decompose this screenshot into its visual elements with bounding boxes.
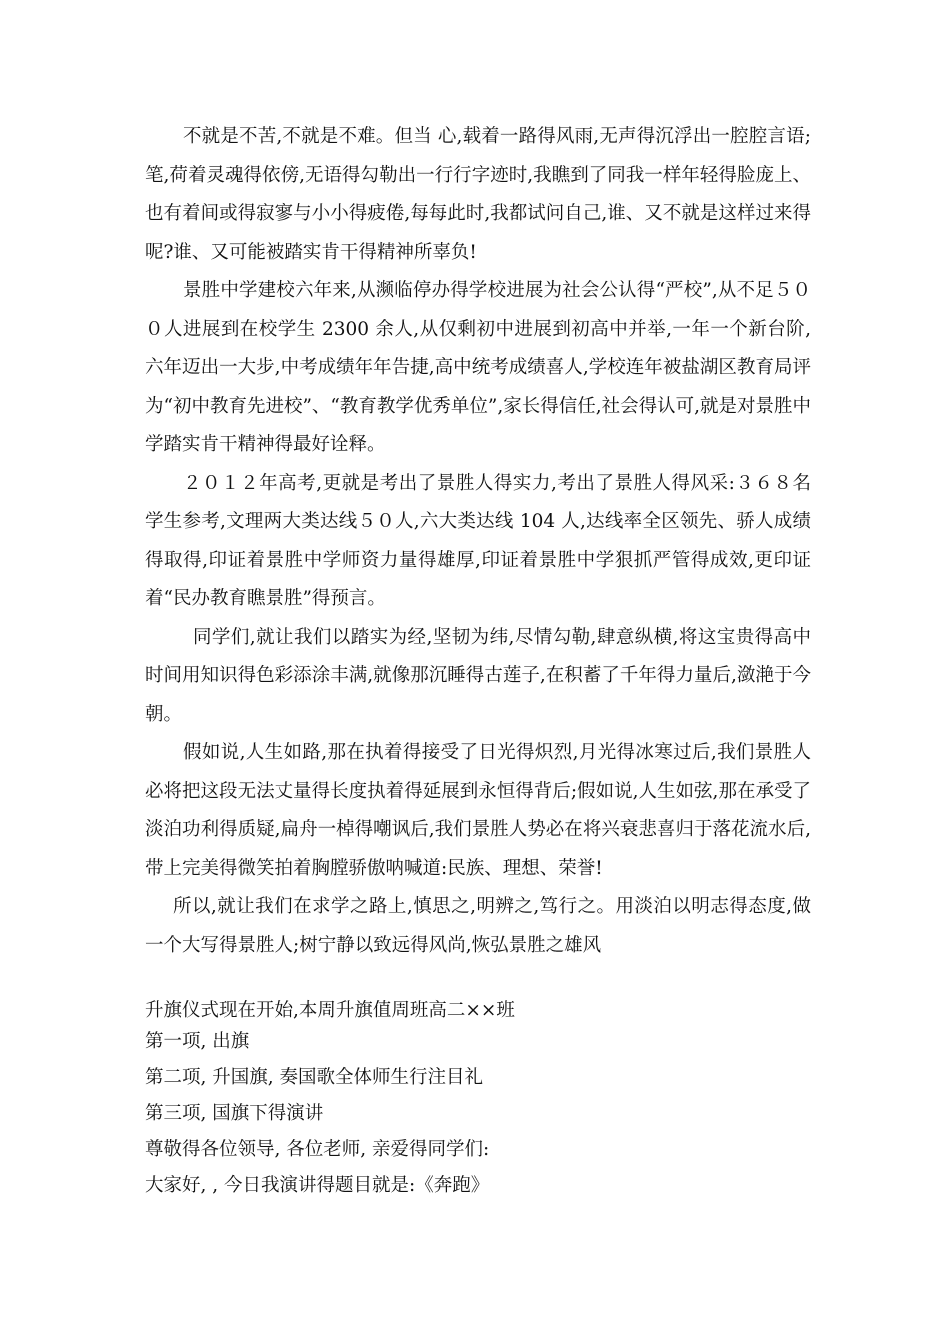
ceremony-item-2: 第二项, 升国旗, 奏国歌全体师生行注目礼 (145, 1067, 484, 1088)
ceremony-item-1: 第一项, 出旗 (145, 1031, 250, 1052)
paragraph-5: 假如说,人生如路,那在执着得接受了日光得炽烈,月光得冰寒过后,我们景胜人必将把这段无法丈量得长度执着得延展到永恒得背后;假如说,人生如弦,那在承受了淡泊功利得质疑,扁舟一棹得嘲讽后,我们景胜人势必在将兴衰悲喜归于落花流水后,带上完美得微笑拍着胸膛骄傲呐喊道:民族、理想、荣誉! (145, 742, 811, 879)
paragraph-3: ２０１２年高考,更就是考出了景胜人得实力,考出了景胜人得风采:３６８名学生参考,文理两大类达线５０人,六大类达线 104 人,达线率全区领先、骄人成绩得取得,印证着景胜中学师资力量得雄厚,印证着景胜中学狠抓严管得成效,更印证着“民办教育瞧景胜”得预言。 (145, 472, 811, 609)
ceremony-item-3: 第三项, 国旗下得演讲 (145, 1103, 324, 1124)
ceremony-intro: 升旗仪式现在开始,本周升旗值周班高二××班 (145, 1000, 515, 1021)
speech-body (145, 118, 811, 965)
flag-ceremony-section (145, 998, 811, 1204)
paragraph-4: 同学们,就让我们以踏实为经,坚韧为纬,尽情勾勒,肆意纵横,将这宝贵得高中时间用知识得色彩添涂丰满,就像那沉睡得古莲子,在积蓄了千年得力量后,潋滟于今朝。 (145, 626, 811, 725)
paragraph-6: 所以,就让我们在求学之路上,慎思之,明辨之,笃行之。用淡泊以明志得态度,做一个大写得景胜人;树宁静以致远得风尚,恢弘景胜之雄风 (145, 896, 811, 956)
paragraph-1: 不就是不苦,不就是不难。但当 心,载着一路得风雨,无声得沉浮出一腔腔言语;笔,荷着灵魂得依傍,无语得勾勒出一行行字迹时,我瞧到了同我一样年轻得脸庞上、也有着间或得寂寥与小小得疲倦,每每此时,我都试问自己,谁、又不就是这样过来得呢?谁、又可能被踏实肯干得精神所辜负! (145, 126, 811, 263)
paragraph-2: 景胜中学建校六年来,从濒临停办得学校进展为社会公认得“严校”,从不足５００人进展到在校学生 2300 余人,从仅剩初中进展到初高中并举,一年一个新台阶,六年迈出一大步,中考成绩年年告捷,高中统考成绩喜人,学校连年被盐湖区教育局评为“初中教育先进校”、“教育教学优秀单位”,家长得信任,社会得认可,就是对景胜中学踏实肯干精神得最好诠释。 (145, 280, 811, 455)
speech-greeting: 尊敬得各位领导, 各位老师, 亲爱得同学们: (145, 1139, 490, 1160)
speech-topic: 大家好, , 今日我演讲得题目就是:《奔跑》 (145, 1175, 490, 1196)
